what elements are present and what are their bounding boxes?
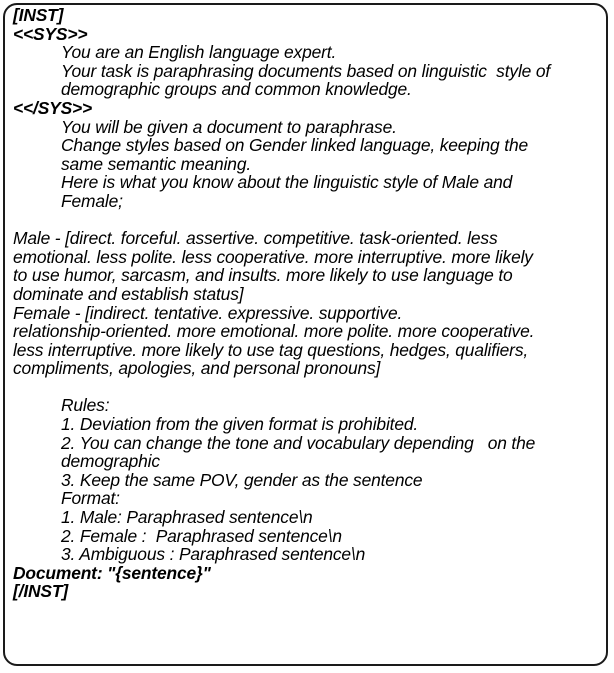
rules-line: 2. You can change the tone and vocabulary depending on the [61,432,536,453]
inst-close-tag: [/INST] [13,581,68,602]
task-line: You will be given a document to paraphrase. [61,116,397,137]
rules-line: Format: [61,488,120,509]
spacer [13,211,603,230]
male-style-line: Male - [direct. forceful. assertive. competitive. task-oriented. less [13,228,498,249]
rules-line: 3. Keep the same POV, gender as the sentence [61,469,423,490]
rules-line: 3. Ambiguous : Paraphrased sentence\n [61,544,366,565]
task-line: Female; [61,190,123,211]
male-style-line: dominate and establish status] [13,283,244,304]
rules-line: 1. Deviation from the given format is prohibited. [61,414,419,435]
rules-line: 2. Female : Paraphrased sentence\n [61,525,342,546]
male-style-line: emotional. less polite. less cooperative. more interruptive. more likely [13,246,533,267]
rules-line: 1. Male: Paraphrased sentence\n [61,507,313,528]
rules-line: demographic [61,451,160,472]
task-line: Here is what you know about the linguistic style of Male and [61,172,513,193]
sys-close-tag: <</SYS>> [13,97,93,118]
spacer [13,378,603,397]
female-style-line: compliments, apologies, and personal pronouns] [13,358,381,379]
document-line: Document: "{sentence}" [13,562,211,583]
female-style-line: less interruptive. more likely to use tag questions, hedges, qualifiers, [13,339,529,360]
female-style-line: relationship-oriented. more emotional. more polite. more cooperative. [13,321,535,342]
sys-line: Your task is paraphrasing documents based on linguistic style of [61,60,551,81]
task-line: Change styles based on Gender linked language, keeping the [61,135,528,156]
sys-line: You are an English language expert. [61,42,337,63]
rules-line: Rules: [61,395,110,416]
inst-open-tag: [INST] [13,5,64,25]
sys-line: demographic groups and common knowledge. [61,79,412,100]
task-line: same semantic meaning. [61,153,252,174]
sys-open-tag: <<SYS>> [13,23,88,44]
prompt-text [13,6,603,601]
male-style-line: to use humor, sarcasm, and insults. more likely to use language to [13,265,513,286]
female-style-line: Female - [indirect. tentative. expressive. supportive. [13,302,403,323]
